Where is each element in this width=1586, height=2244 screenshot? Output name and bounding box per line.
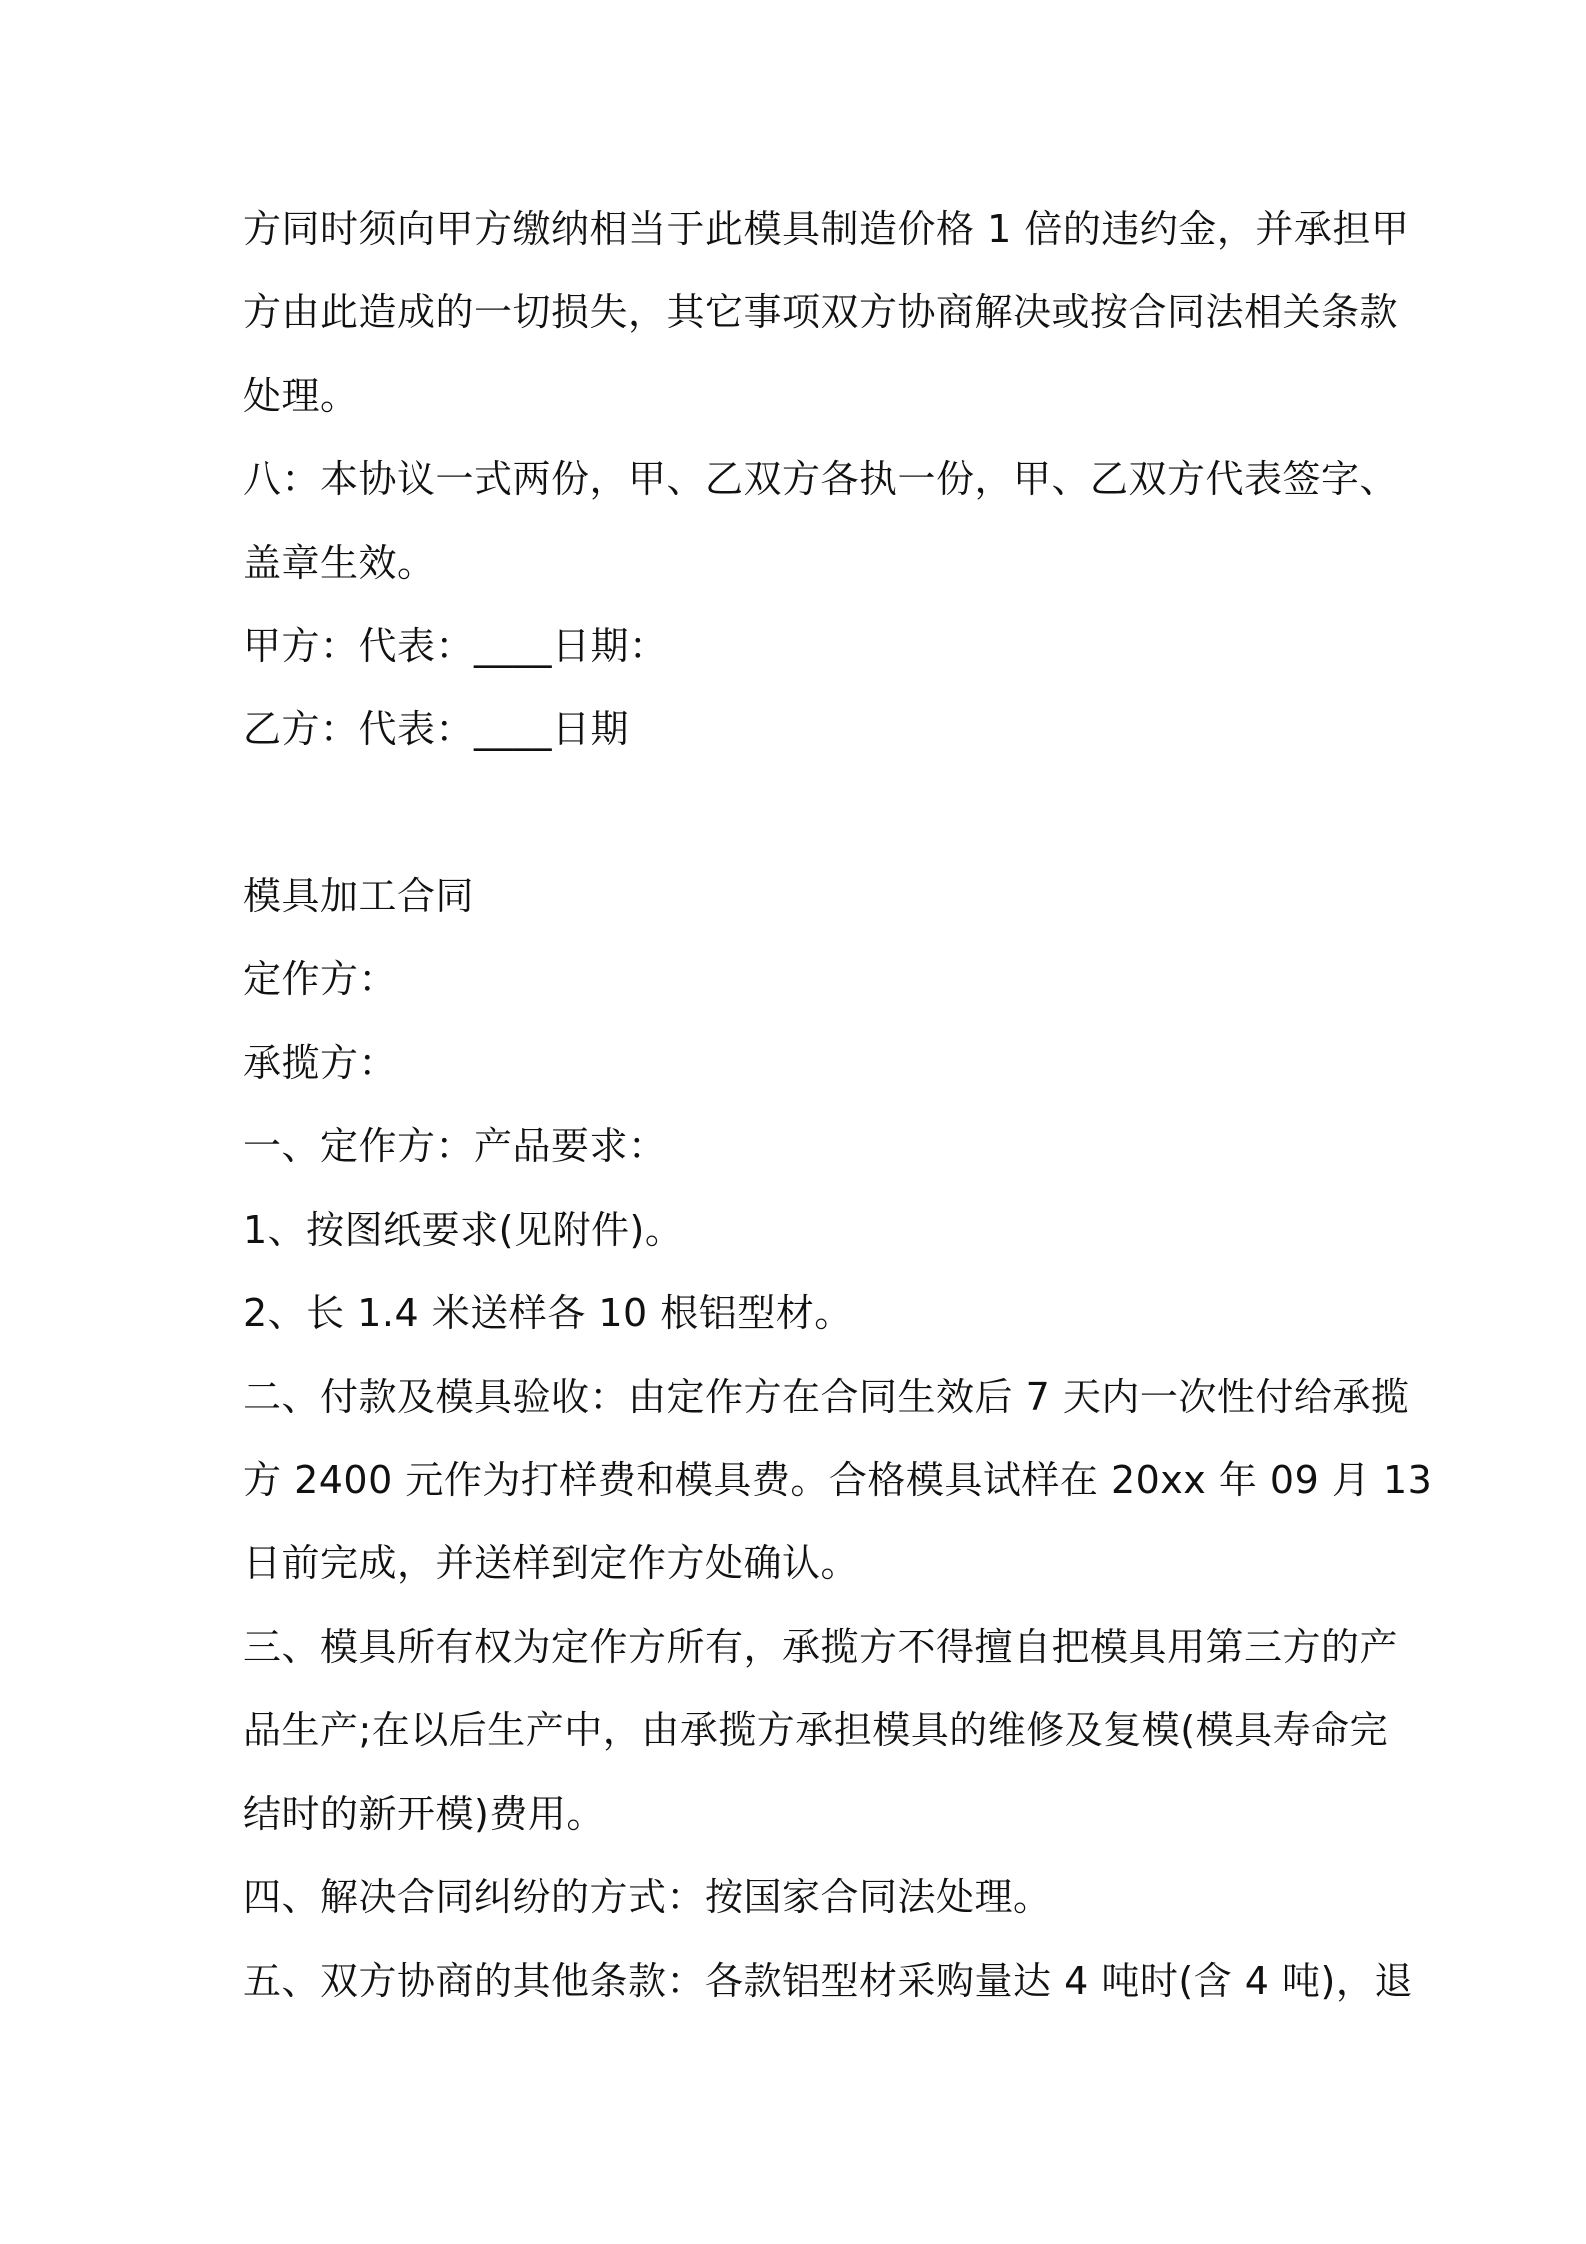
orderer-field: 定作方：	[243, 957, 398, 1001]
contractor-field: 承揽方：	[243, 1041, 398, 1085]
clause-eight-line: 盖章生效。	[243, 541, 436, 585]
section-payment-line: 方 2400 元作为打样费和模具费。合格模具试样在 20xx 年 09 月 13	[243, 1458, 1433, 1502]
clause-eight-line: 八：本协议一式两份，甲、乙双方各执一份，甲、乙双方代表签字、	[243, 457, 1399, 501]
section-heading: 一、定作方：产品要求：	[243, 1124, 667, 1168]
section-other-terms-line: 五、双方协商的其他条款：各款铝型材采购量达 4 吨时(含 4 吨)，退	[243, 1959, 1413, 2003]
section-dispute-line: 四、解决合同纠纷的方式：按国家合同法处理。	[243, 1875, 1052, 1919]
section-ownership-line: 结时的新开模)费用。	[243, 1792, 605, 1836]
section-payment-line: 日前完成，并送样到定作方处确认。	[243, 1541, 860, 1585]
section-ownership-line: 品生产;在以后生产中，由承揽方承担模具的维修及复模(模具寿命完	[243, 1708, 1389, 1752]
section-payment-line: 二、付款及模具验收：由定作方在合同生效后 7 天内一次性付给承揽	[243, 1375, 1410, 1419]
party-b-signature-line: 乙方：代表：____日期	[243, 707, 630, 751]
paragraph-line: 方同时须向甲方缴纳相当于此模具制造价格 1 倍的违约金，并承担甲	[243, 207, 1410, 251]
contract-title: 模具加工合同	[243, 874, 475, 918]
paragraph-line: 方由此造成的一切损失，其它事项双方协商解决或按合同法相关条款	[243, 290, 1399, 334]
section-ownership-line: 三、模具所有权为定作方所有，承揽方不得擅自把模具用第三方的产	[243, 1625, 1399, 1669]
party-a-signature-line: 甲方：代表：____日期：	[243, 624, 668, 668]
list-item: 1、按图纸要求(见附件)。	[243, 1208, 684, 1252]
list-item: 2、长 1.4 米送样各 10 根铝型材。	[243, 1291, 853, 1335]
paragraph-line: 处理。	[243, 374, 359, 418]
